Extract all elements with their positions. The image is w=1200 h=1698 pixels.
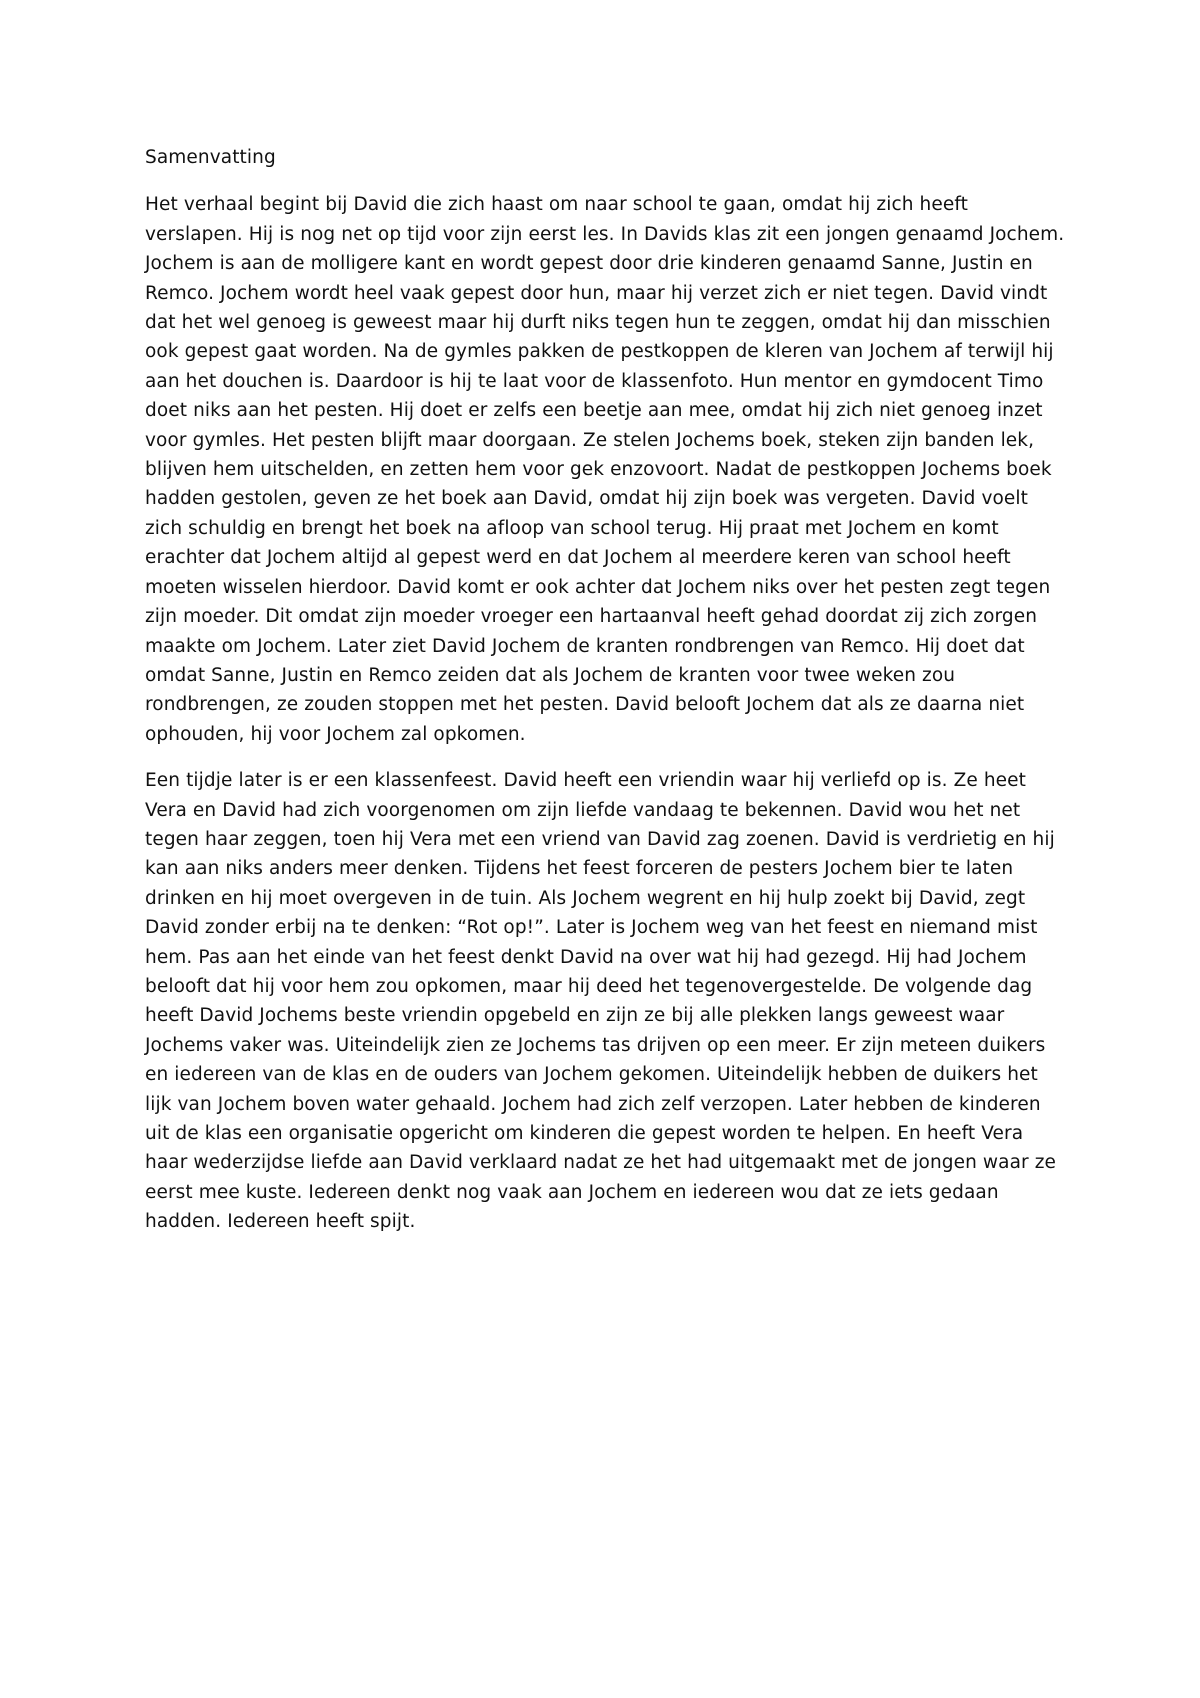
summary-paragraph-2: Een tijdje later is er een klassenfeest. David heeft een vriendin waar hij verliefd op is. Ze heet Vera en David had zich voorgenomen om zijn liefde vandaag te bekennen. David wou het net tegen haar zeggen, toen hij Vera met een vriend van David zag zoenen. David is verdrietig en hij kan aan niks anders meer denken. Tijdens het feest forceren de pesters Jochem bier te laten drinken en hij moet overgeven in de tuin. Als Jochem wegrent en hij hulp zoekt bij David, zegt David zonder erbij na te denken: “Rot op!”. Later is Jochem weg van het feest en niemand mist hem. Pas aan het einde van het feest denkt David na over wat hij had gezegd. Hij had Jochem belooft dat hij voor hem zou opkomen, maar hij deed het tegenovergestelde. De volgende dag heeft David Jochems beste vriendin opgebeld en zijn ze bij alle plekken langs geweest waar Jochems vaker was. Uiteindelijk zien ze Jochems tas drijven op een meer. Er zijn meteen duikers en iedereen van de klas en de ouders van Jochem gekomen. Uiteindelijk hebben de duikers het lijk van Jochem boven water gehaald. Jochem had zich zelf verzopen. Later hebben de kinderen uit de klas een organisatie opgericht om kinderen die gepest worden te helpen. En heeft Vera haar wederzijdse liefde aan David verklaard nadat ze het had uitgemaakt met de jongen waar ze eerst mee kuste. Iedereen denkt nog vaak aan Jochem en iedereen wou dat ze iets gedaan hadden. Iedereen heeft spijt. — [145, 770, 1056, 1233]
document-title: Samenvatting — [145, 147, 276, 168]
summary-paragraph-1: Het verhaal begint bij David die zich haast om naar school te gaan, omdat hij zich heeft verslapen. Hij is nog net op tijd voor zijn eerst les. In Davids klas zit een jongen genaamd Jochem. Jochem is aan de molligere kant en wordt gepest door drie kinderen genaamd Sanne, Justin en Remco. Jochem wordt heel vaak gepest door hun, maar hij verzet zich er niet tegen. David vindt dat het wel genoeg is geweest maar hij durft niks tegen hun te zeggen, omdat hij dan misschien ook gepest gaat worden. Na de gymles pakken de pestkoppen de kleren van Jochem af terwijl hij aan het douchen is. Daardoor is hij te laat voor de klassenfoto. Hun mentor en gymdocent Timo doet niks aan het pesten. Hij doet er zelfs een beetje aan mee, omdat hij zich niet genoeg inzet voor gymles. Het pesten blijft maar doorgaan. Ze stelen Jochems boek, steken zijn banden lek, blijven hem uitschelden, en zetten hem voor gek enzovoort. Nadat de pestkoppen Jochems boek hadden gestolen, geven ze het boek aan David, omdat hij zijn boek was vergeten. David voelt zich schuldig en brengt het boek na afloop van school terug. Hij praat met Jochem en komt erachter dat Jochem altijd al gepest werd en dat Jochem al meerdere keren van school heeft moeten wisselen hierdoor. David komt er ook achter dat Jochem niks over het pesten zegt tegen zijn moeder. Dit omdat zijn moeder vroeger een hartaanval heeft gehad doordat zij zich zorgen maakte om Jochem. Later ziet David Jochem de kranten rondbrengen van Remco. Hij doet dat omdat Sanne, Justin en Remco zeiden dat als Jochem de kranten voor twee weken zou rondbrengen, ze zouden stoppen met het pesten. David belooft Jochem dat als ze daarna niet ophouden, hij voor Jochem zal opkomen. — [145, 194, 1065, 745]
document-body — [145, 143, 1069, 1254]
